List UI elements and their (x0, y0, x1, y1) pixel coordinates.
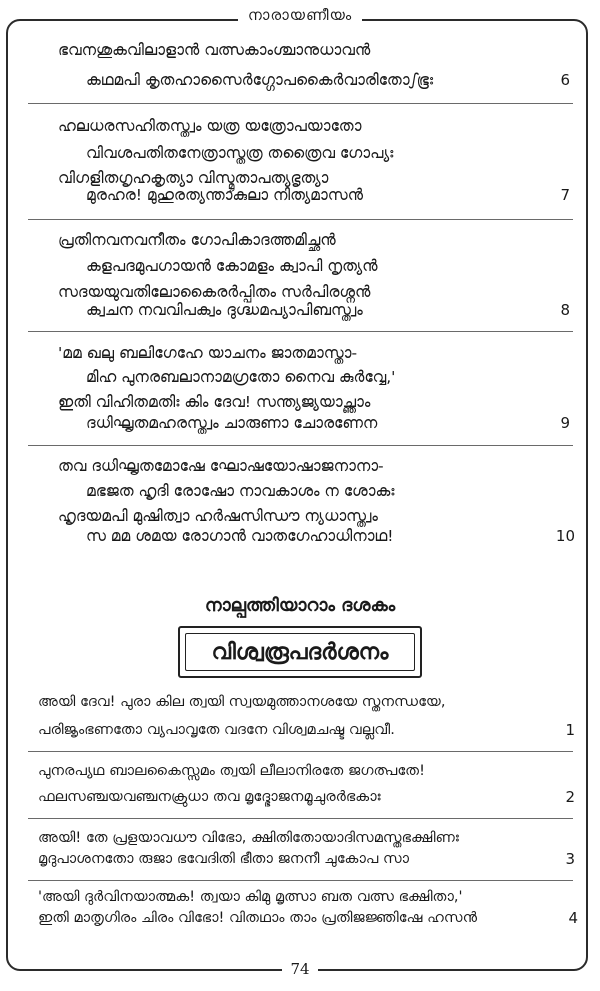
verse-line: മഭജത ഹൃദി രോഷോ നാവകാശം ന ശോകഃ (86, 482, 395, 500)
verse-line: വിഗളിതഗൃഹകൃത്യാ വിസ്മൃതാപത്യഭൃത്യാ (58, 169, 329, 187)
verse-line: ക്വചന നവവിപക്വം ദുഗ്ദ്ധമപ്യാപിബസ്ത്വം (86, 301, 363, 319)
verse-separator (28, 445, 573, 446)
verse-line: ഇതി മാതൃഗിരം ചിരം വിഭോ! വിതഥാം താം പ്രതിജജ്ഞിഷേ ഹസൻ (38, 909, 478, 926)
verse-line: 'അയി ദുർവിനയാത്മക! ത്വയാ കിമു മൃത്സാ ബത വത്സ ഭക്ഷിതാ,' (38, 888, 463, 905)
verse-number: 1 (565, 721, 575, 739)
verse-line: കളപദമുപഗായൻ കോമളം ക്വാപി നൃത്യൻ (86, 257, 378, 275)
verse-separator (28, 751, 573, 752)
verse-separator (28, 103, 573, 104)
verse-line: സദയയുവതിലോകൈരർപ്പിതം സർപിരശ്നൻ (58, 283, 371, 301)
verse-line: ഭവനശുകവിലാളാൻ വത്സകാംശ്ചാനുധാവൻ (58, 41, 371, 59)
verse-line: ദധിഘൃതമഹരസ്ത്വം ചാരുണാ ചോരണേന (86, 414, 378, 432)
verse-line: മുരഹര! മുഹുരത്യന്താകുലാ നിത്യമാസൻ (86, 186, 364, 204)
verse-line: തവ ദധിഘൃതമോഷേ ഘോഷയോഷാജനാനാ- (58, 457, 384, 475)
verse-line: പ്രതിനവനവനീതം ഗോപികാദത്തമിച്ഛൻ (58, 231, 336, 249)
verse-line: മിഹ പുനരബലാനാമഗ്രതോ നൈവ കുർവ്വേ,' (86, 368, 396, 386)
chapter-title: വിശ്വരൂപദർശനം (185, 633, 415, 671)
verse-line: അയി ദേവ! പുരാ കില ത്വയി സ്വയമുത്താനശയേ സ്തനന്ധയേ, (38, 693, 446, 710)
verse-number: 7 (560, 186, 570, 204)
verse-line: ഹലധരസഹിതസ്ത്വം യത്ര യത്രോപയാതോ (58, 117, 362, 135)
verse-line: ഹൃദയമപി മുഷിത്വാ ഹർഷസിന്ധൗ ന്യധാസ്ത്വം (58, 507, 378, 525)
dashaka-heading: നാല്പത്തിയാറാം ദശകം (204, 595, 396, 616)
verse-number: 6 (560, 71, 570, 89)
verse-line: സ മമ ശമയ രോഗാൻ വാതഗേഹാധിനാഥ! (86, 527, 394, 545)
verse-line: 'മമ ഖലു ബലിഗേഹേ യാചനം ജാതമാസ്താ- (58, 344, 358, 362)
verse-line: മൃദുപാശനതോ രുജാ ഭവേദിതി ഭീതാ ജനനീ ചുകോപ സാ (38, 850, 410, 867)
verse-line: വിവശപതിതനേത്രാസ്തത്ര തത്രൈവ ഗോപ്യഃ (86, 144, 394, 162)
verse-separator (28, 880, 573, 881)
running-header-title: നാരായണീയം (238, 6, 362, 24)
verse-line: പരിജൃംഭണതോ വ്യപാവൃതേ വദനേ വിശ്വമചഷ്ട വല്ലവീ. (38, 721, 395, 738)
verse-number: 8 (560, 301, 570, 319)
page-number: 74 (282, 960, 317, 978)
verse-number: 3 (565, 850, 575, 868)
page-footer (0, 960, 600, 978)
verse-separator (28, 818, 573, 819)
verse-line: ഫലസഞ്ചയവഞ്ചനക്രുധാ തവ മൃദ്ഭോജനമൂചുരർഭകാഃ (38, 788, 381, 805)
verse-line: ഇതി വിഹിതമതിഃ കിം ദേവ! സന്ത്യജ്യയാച്ഞാം (58, 393, 371, 411)
verse-separator (28, 331, 573, 332)
verse-number: 10 (555, 527, 575, 545)
running-header (0, 6, 600, 24)
verse-number: 2 (565, 788, 575, 806)
verse-number: 9 (560, 414, 570, 432)
verse-line: അയി! തേ പ്രളയാവധൗ വിഭോ, ക്ഷിതിതോയാദിസമസ്തഭക്ഷിണഃ (38, 829, 459, 846)
verse-line: പുനരപ്യഥ ബാലകൈസ്സമം ത്വയി ലീലാനിരതേ ജഗത്പതേ! (38, 762, 425, 779)
verse-line: കഥമപി കൃതഹാസൈർഗ്ഗോപകൈർവാരിതോഽഭൂഃ (86, 71, 434, 89)
chapter-title-box (178, 626, 422, 678)
verse-separator (28, 219, 573, 220)
verse-number: 4 (568, 909, 578, 927)
